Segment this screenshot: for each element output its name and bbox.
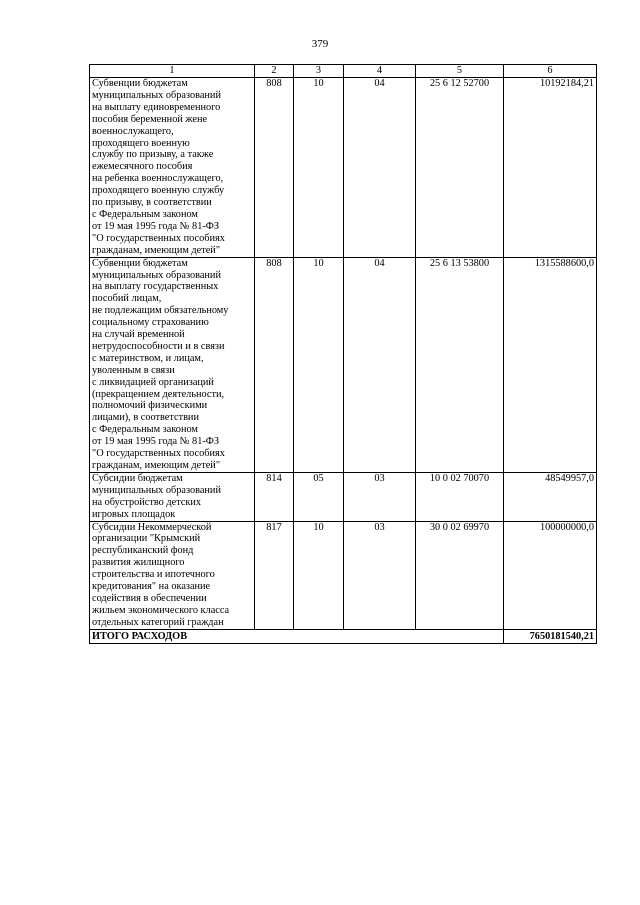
amount-cell: 100000000,0 [504,521,597,629]
column-header: 1 [90,65,255,78]
total-label: ИТОГО РАСХОДОВ [90,629,504,643]
ministry-code-cell: 814 [255,472,294,521]
expense-name-cell: Субвенции бюджетам муниципальных образований на выплату государственных пособий лицам, не подлежащим обязательному социальному страхованию на случай временной нетрудоспособности и в связи с материнством, и лицам, уволенным в связи с ликвидацией организаций (прекращением деятельности, полномочий физическими лицами), в соответствии с Федеральным законом от 19 мая 1995 года № 81-ФЗ "О государственных пособиях гражданам, имеющим детей" [90,257,255,472]
column-header: 6 [504,65,597,78]
section-code-cell: 05 [294,472,344,521]
budget-table [89,64,597,644]
ministry-code-cell: 808 [255,78,294,258]
table-row [90,257,597,472]
table-row [90,78,597,258]
expense-name-cell: Субсидии Некоммерческой организации "Крымский республиканский фонд развития жилищного строительства и ипотечного кредитования" на оказание содействия в обеспечении жильем экономического класса отдельных категорий граждан [90,521,255,629]
total-row [90,629,597,643]
expense-name-cell: Субвенции бюджетам муниципальных образований на выплату единовременного пособия беременной жене военнослужащего, проходящего военную службу по призыву, а также ежемесячного пособия на ребенка военнослужащего, проходящего военную службу по призыву, в соответствии с Федеральным законом от 19 мая 1995 года № 81-ФЗ "О государственных пособиях гражданам, имеющим детей" [90,78,255,258]
section-code-cell: 10 [294,521,344,629]
table-row [90,521,597,629]
amount-cell: 48549957,0 [504,472,597,521]
column-header: 5 [416,65,504,78]
subsection-code-cell: 03 [344,472,416,521]
ministry-code-cell: 808 [255,257,294,472]
total-amount: 7650181540,21 [504,629,597,643]
table-row [90,472,597,521]
subsection-code-cell: 04 [344,257,416,472]
section-code-cell: 10 [294,78,344,258]
expense-name-cell: Субсидии бюджетам муниципальных образований на обустройство детских игровых площадок [90,472,255,521]
column-header: 2 [255,65,294,78]
page-number: 379 [311,38,329,50]
target-article-cell: 25 6 13 53800 [416,257,504,472]
section-code-cell: 10 [294,257,344,472]
subsection-code-cell: 03 [344,521,416,629]
column-header: 4 [344,65,416,78]
table-header-row [90,65,597,78]
column-header: 3 [294,65,344,78]
subsection-code-cell: 04 [344,78,416,258]
target-article-cell: 30 0 02 69970 [416,521,504,629]
target-article-cell: 10 0 02 70070 [416,472,504,521]
amount-cell: 1315588600,0 [504,257,597,472]
target-article-cell: 25 6 12 52700 [416,78,504,258]
ministry-code-cell: 817 [255,521,294,629]
amount-cell: 10192184,21 [504,78,597,258]
